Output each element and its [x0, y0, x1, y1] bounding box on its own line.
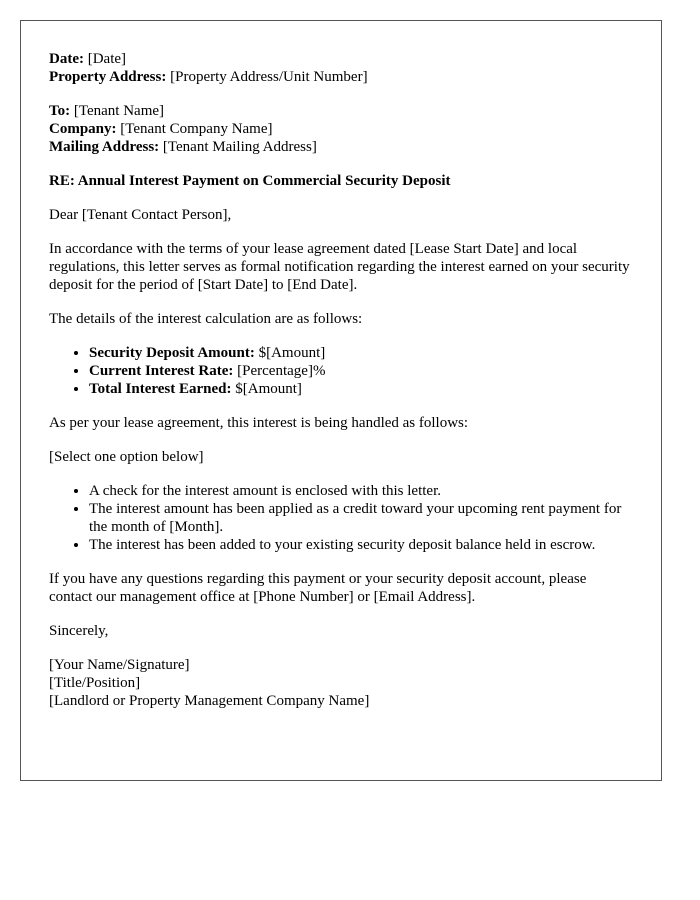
to-label: To:	[49, 103, 71, 119]
option-item-escrow: • The interest has been added to your existing security deposit balance held in escrow.	[89, 536, 633, 554]
details-label: Current Interest Rate:	[89, 363, 234, 379]
details-label: Total Interest Earned:	[89, 381, 232, 397]
details-value: $[Amount]	[258, 345, 326, 361]
property-address-label: Property Address:	[49, 69, 167, 85]
letter-page	[20, 20, 662, 781]
option-item-rent-credit: • The interest amount has been applied as a credit toward your upcoming rent payment for the month of [Month].	[89, 500, 633, 536]
recipient-block	[49, 102, 633, 156]
closing: Sincerely,	[49, 623, 109, 639]
details-label: Security Deposit Amount:	[89, 345, 255, 361]
details-list	[49, 344, 633, 398]
date-label: Date:	[49, 51, 84, 67]
header-block	[49, 50, 633, 86]
details-item-total-interest	[89, 380, 633, 398]
subject-text: RE: Annual Interest Payment on Commercial Security Deposit	[49, 173, 451, 189]
details-intro: The details of the interest calculation are as follows:	[49, 311, 363, 327]
company-line	[49, 120, 633, 138]
select-note: [Select one option below]	[49, 449, 204, 465]
details-value: $[Amount]	[235, 381, 302, 397]
intro-paragraph: In accordance with the terms of your lease agreement dated [Lease Start Date] and local regulations, this letter serves as formal notification regarding the interest earned on your security deposit for the period of [Start Date] to [End Date].	[49, 241, 630, 293]
to-line	[49, 102, 633, 120]
signature-block	[49, 656, 633, 710]
salutation: Dear [Tenant Contact Person],	[49, 207, 232, 223]
details-item-interest-rate	[89, 362, 633, 380]
signature-name: [Your Name/Signature]	[49, 657, 190, 673]
property-address-value: [Property Address/Unit Number]	[170, 69, 368, 85]
date-value: [Date]	[87, 51, 127, 67]
mailing-address-line	[49, 138, 633, 156]
property-address-line	[49, 68, 633, 86]
details-value: [Percentage]%	[237, 363, 326, 379]
options-list	[49, 482, 633, 554]
date-line	[49, 50, 633, 68]
handling-intro: As per your lease agreement, this interest is being handled as follows:	[49, 415, 469, 431]
questions-paragraph: If you have any questions regarding this payment or your security deposit account, please contact our management office at [Phone Number] or [Email Address].	[49, 571, 587, 605]
signature-title: [Title/Position]	[49, 675, 141, 691]
mailing-address-value: [Tenant Mailing Address]	[162, 139, 317, 155]
mailing-address-label: Mailing Address:	[49, 139, 160, 155]
company-label: Company:	[49, 121, 117, 137]
details-item-deposit-amount	[89, 344, 633, 362]
signature-company: [Landlord or Property Management Company Name]	[49, 693, 370, 709]
company-value: [Tenant Company Name]	[120, 121, 273, 137]
to-value: [Tenant Name]	[73, 103, 165, 119]
subject-line	[49, 172, 633, 190]
option-item-check: • A check for the interest amount is enclosed with this letter.	[89, 482, 633, 500]
